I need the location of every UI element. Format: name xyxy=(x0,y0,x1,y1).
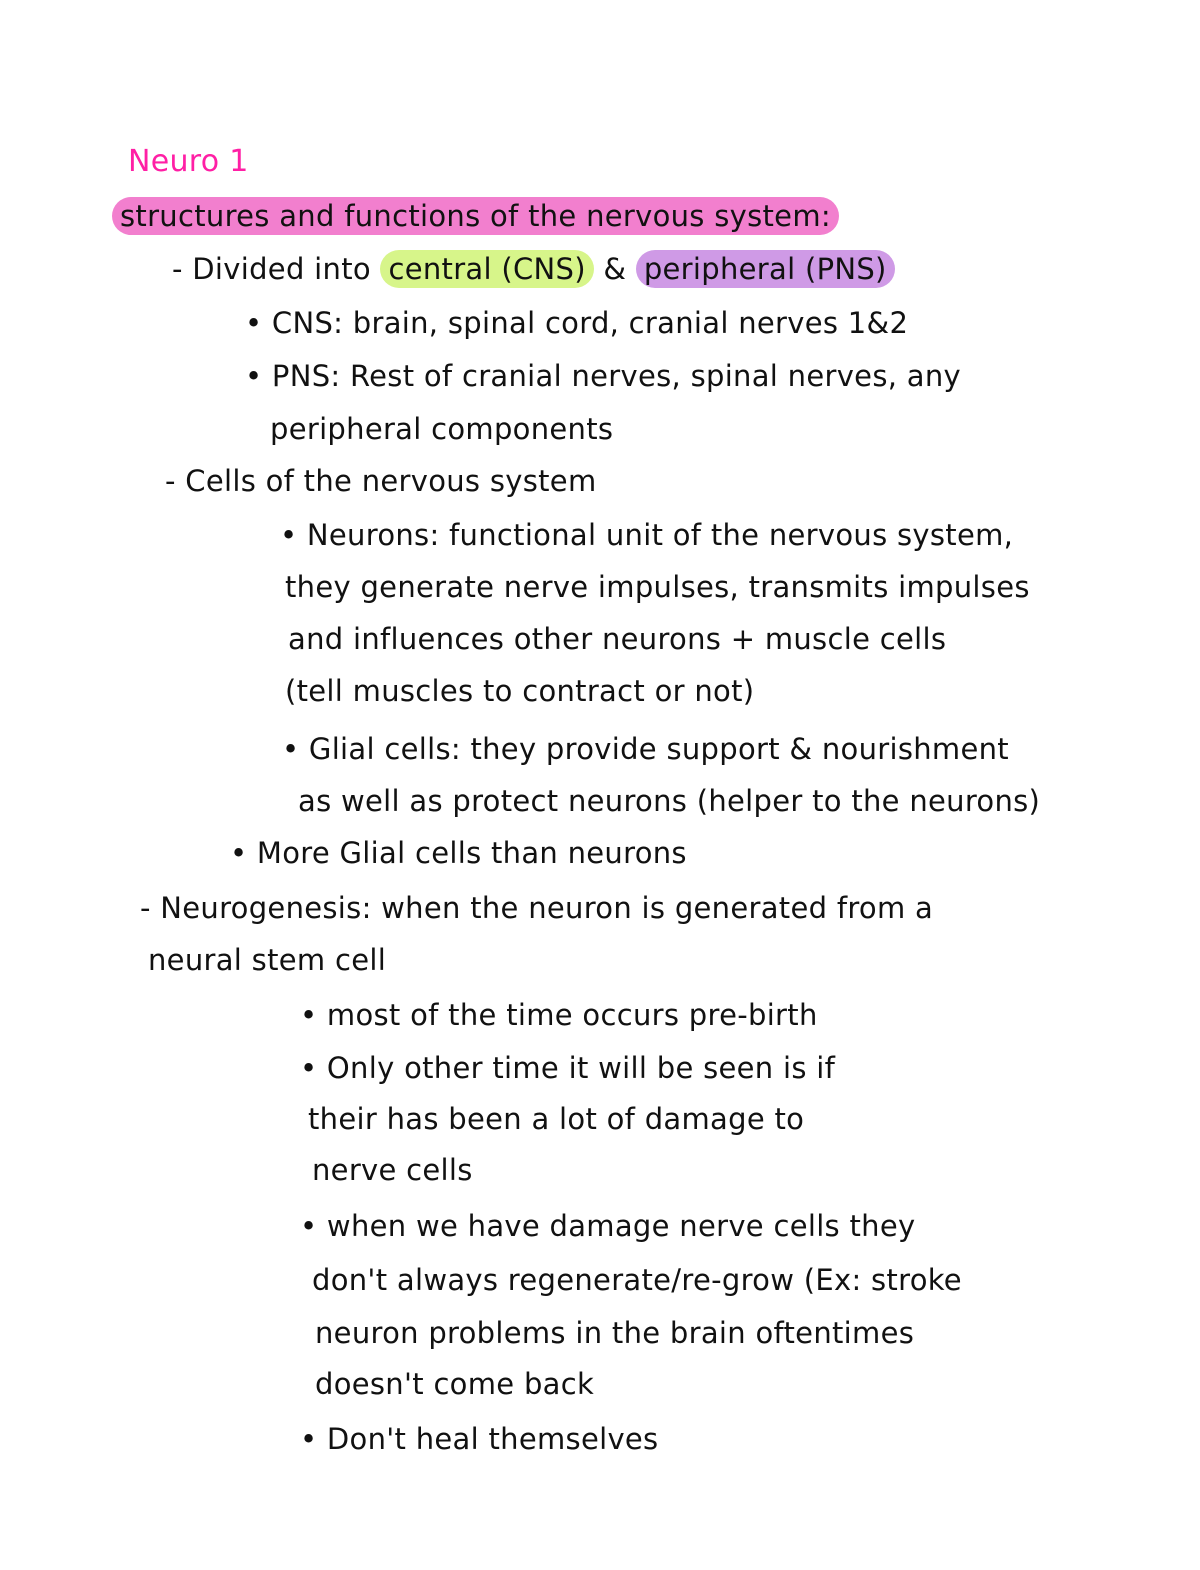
divided-prefix: - Divided into xyxy=(172,252,371,286)
notes-title: Neuro 1 xyxy=(128,144,249,179)
divided-and: & xyxy=(603,252,627,286)
neurons-line-4: (tell muscles to contract or not) xyxy=(285,674,755,708)
cells-heading: - Cells of the nervous system xyxy=(165,464,597,498)
neurogenesis-line-1: - Neurogenesis: when the neuron is generated from a xyxy=(140,891,934,925)
damage-line-3: neuron problems in the brain oftentimes xyxy=(315,1316,915,1350)
only-line-1: • Only other time it will be seen is if xyxy=(300,1051,836,1085)
more-glial-line: • More Glial cells than neurons xyxy=(230,836,687,870)
pns-line-2: peripheral components xyxy=(270,412,614,446)
heading-highlight: structures and functions of the nervous system: xyxy=(112,197,839,235)
damage-line-4: doesn't come back xyxy=(315,1367,595,1401)
prebirth-line: • most of the time occurs pre-birth xyxy=(300,998,818,1032)
damage-line-1: • when we have damage nerve cells they xyxy=(300,1209,916,1243)
section-heading xyxy=(112,198,839,234)
divided-line xyxy=(172,251,895,287)
dont-heal-line: • Don't heal themselves xyxy=(300,1422,659,1456)
neurons-line-3: and influences other neurons + muscle cells xyxy=(288,622,947,656)
pns-line-1: • PNS: Rest of cranial nerves, spinal nerves, any xyxy=(245,359,961,393)
only-line-3: nerve cells xyxy=(312,1153,473,1187)
only-line-2: their has been a lot of damage to xyxy=(308,1102,805,1136)
damage-line-2: don't always regenerate/re-grow (Ex: stroke xyxy=(312,1263,962,1297)
glial-line-2: as well as protect neurons (helper to the neurons) xyxy=(298,784,1041,818)
neurons-line-2: they generate nerve impulses, transmits impulses xyxy=(285,570,1030,604)
glial-line-1: • Glial cells: they provide support & nourishment xyxy=(282,732,1009,766)
central-highlight: central (CNS) xyxy=(380,250,593,288)
peripheral-highlight: peripheral (PNS) xyxy=(636,250,895,288)
cns-line: • CNS: brain, spinal cord, cranial nerves 1&2 xyxy=(245,306,909,340)
neurons-line-1: • Neurons: functional unit of the nervous system, xyxy=(280,518,1014,552)
neurogenesis-line-2: neural stem cell xyxy=(148,943,387,977)
